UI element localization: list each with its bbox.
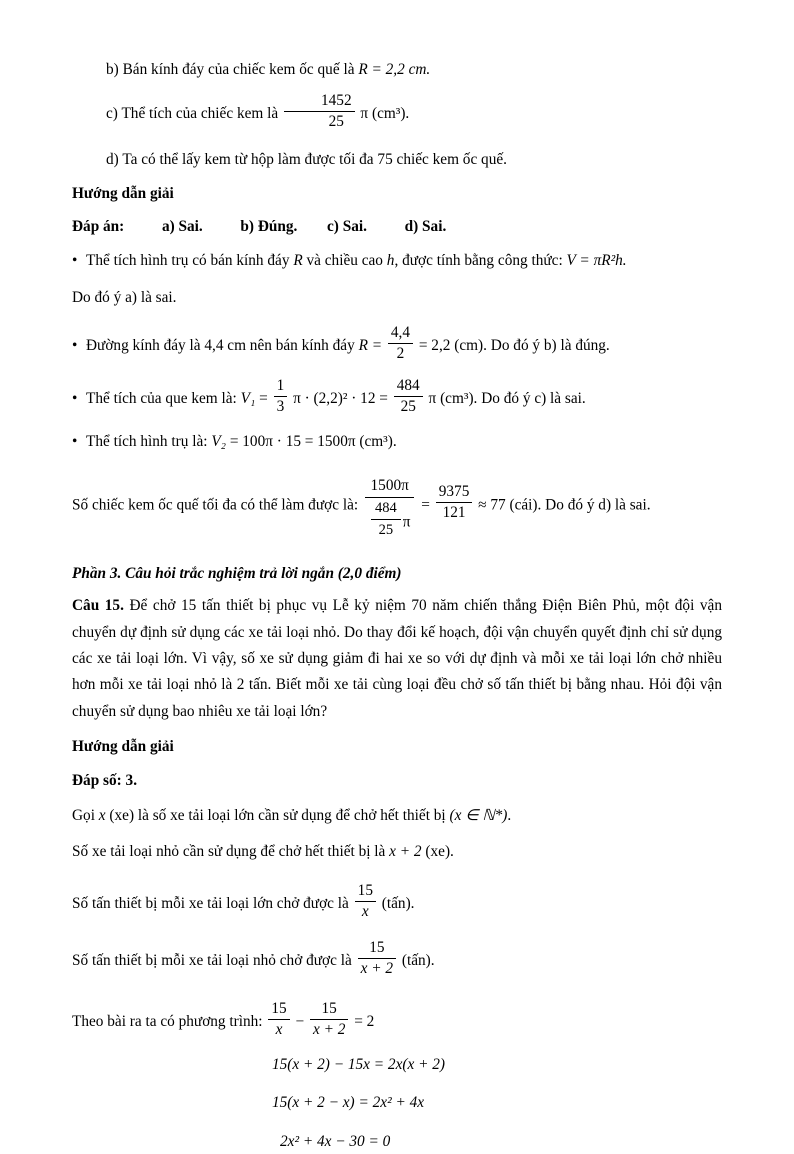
- equation-intro-text: Theo bài ra ta có phương trình:: [72, 1012, 263, 1030]
- statement-b-text: Bán kính đáy của chiếc kem ốc quế là: [122, 61, 355, 78]
- solution-line-1-a: Gọi: [72, 807, 95, 825]
- question-15: [72, 593, 722, 724]
- statement-c-fraction: $\frac{1452}{25}$: [284, 92, 355, 131]
- bullet-4-v-symbol: V₂: [211, 433, 226, 451]
- equation-intro-fraction-1: $\frac{15}{x}$: [268, 1000, 289, 1039]
- statement-b-label: b): [106, 61, 119, 78]
- statement-d: [72, 148, 722, 172]
- statement-b: [72, 58, 722, 82]
- bullet-1-formula: V = πR²h.: [566, 251, 627, 269]
- statement-c: [72, 92, 722, 131]
- statement-b-math: R = 2,2 cm.: [358, 61, 431, 78]
- solution-line-1-var: x: [98, 807, 106, 825]
- equation-intro-tail: = 2: [354, 1012, 375, 1030]
- bullet-2-eq-rhs: = 2,2 (cm): [418, 337, 484, 355]
- bullet-dot-icon: •: [72, 433, 78, 451]
- bullet-1-var-h: h: [386, 251, 395, 269]
- final-calc-text: Số chiếc kem ốc quế tối đa có thể làm được là:: [72, 496, 359, 514]
- answer-a: a) Sai.: [161, 218, 203, 236]
- equation-intro: [72, 1000, 722, 1039]
- solution-line-4-fraction: $\frac{15}{x + 2}$: [358, 939, 396, 978]
- part3-answer: Đáp số: 3.: [72, 771, 138, 789]
- bullet-1-var-r: R: [293, 251, 303, 269]
- bullet-3-fraction-2: $\frac{484}{25}$: [394, 377, 423, 416]
- final-calc-nested-fraction: $\frac{484}{25}$: [371, 500, 401, 539]
- final-calc-approx: ≈ 77 (cái). Do đó ý d) là sai.: [478, 496, 651, 514]
- bullet-1-text-before: Thể tích hình trụ có bán kính đáy: [86, 251, 290, 269]
- bullet-1-text-after: , được tính bằng công thức:: [394, 251, 563, 269]
- part3-guide-heading: Hướng dẫn giải: [72, 737, 174, 755]
- bullet-2-tail: . Do đó ý b) là đúng.: [483, 337, 610, 355]
- statement-c-math-tail: π (cm³).: [360, 104, 410, 122]
- equation-intro-minus: −: [295, 1012, 305, 1030]
- statement-c-text: Thể tích của chiếc kem là: [121, 104, 279, 122]
- equation-1: 15(x + 2) − 15x = 2x(x + 2): [272, 1055, 445, 1073]
- bullet-3-text: Thể tích của que kem là:: [86, 390, 237, 408]
- bullet-4: [72, 430, 722, 454]
- bullet-dot-icon: •: [72, 251, 78, 269]
- answer-label: Đáp án:: [72, 218, 125, 236]
- answer-d: d) Sai.: [404, 218, 447, 236]
- statement-c-label: c): [106, 104, 118, 122]
- part3-heading: Phần 3. Câu hỏi trắc nghiệm trả lời ngắn (2,0 điểm): [72, 565, 402, 583]
- question-15-label: Câu 15.: [72, 597, 124, 615]
- answer-b: b) Đúng.: [240, 218, 298, 236]
- solution-line-1-b: (xe) là số xe tải loại lớn cần sử dụng để chở hết thiết bị: [109, 807, 446, 825]
- question-15-text: Để chở 15 tấn thiết bị phục vụ Lễ kỷ niệm 70 năm chiến thắng Điện Biên Phủ, một đội vận chuyển dự định sử dụng các xe tải loại nhỏ. Do thay đổi kế hoạch, đội vận chuyển quyết định chỉ sử dụng các xe tải loại lớn. Vì vậy, số xe sử dụng giảm đi hai xe so với dự định và mỗi xe tải loại lớn chở nhiều hơn mỗi xe tải loại nhỏ là 2 tấn. Biết mỗi xe tải cùng loại đều chở số tấn thiết bị bằng nhau. Hỏi đội vận chuyển sử dụng bao nhiêu xe tải loại lớn?: [72, 597, 722, 720]
- solution-line-4-text: Số tấn thiết bị mỗi xe tải loại nhỏ chở được là: [72, 951, 352, 969]
- solution-line-3-fraction: $\frac{15}{x}$: [355, 882, 376, 921]
- nested-fraction-wrap: $\frac{484}{25}$ π: [365, 498, 415, 539]
- solution-line-2-text: Số xe tải loại nhỏ cần sử dụng để chở hết thiết bị là: [72, 842, 386, 860]
- bullet-2: [72, 324, 722, 363]
- bullet-3-tail: Do đó ý c) là sai.: [481, 390, 586, 408]
- statement-d-label: d): [106, 150, 119, 168]
- bullet-3-fraction-1: $\frac{1}{3}$: [274, 377, 288, 416]
- solution-line-2: [72, 840, 722, 864]
- solution-line-2-math: x + 2: [389, 842, 422, 860]
- solution-line-1-cond: (x ∈ ℕ*): [449, 807, 508, 825]
- solution-line-1: [72, 804, 722, 828]
- solution-line-1-end: .: [507, 807, 512, 825]
- bullet-1-follow: Do đó ý a) là sai.: [72, 289, 177, 307]
- bullet-dot-icon: •: [72, 337, 78, 355]
- solution-line-3: [72, 882, 722, 921]
- bullet-2-text: Đường kính đáy là 4,4 cm nên bán kính đáy: [86, 337, 355, 355]
- solution-line-4-end: (tấn).: [401, 951, 435, 969]
- bullet-dot-icon: •: [72, 390, 78, 408]
- bullet-4-formula: = 100π · 15 = 1500π (cm³).: [229, 433, 397, 451]
- solution-line-4: [72, 939, 722, 978]
- answer-line: [72, 215, 722, 239]
- bullet-2-eq-lhs: R =: [358, 337, 383, 355]
- solution-line-3-end: (tấn).: [381, 894, 415, 912]
- solution-line-2-end: (xe).: [425, 842, 454, 860]
- final-calc-equals: =: [421, 496, 430, 514]
- equation-intro-fraction-2: $\frac{15}{x + 2}$: [310, 1000, 348, 1039]
- statement-d-text: Ta có thể lấy kem từ hộp làm được tối đa 75 chiếc kem ốc quế.: [122, 150, 507, 168]
- guide-heading: Hướng dẫn giải: [72, 184, 174, 202]
- bullet-1: [72, 249, 722, 273]
- solution-line-3-text: Số tấn thiết bị mỗi xe tải loại lớn chở được là: [72, 894, 349, 912]
- equation-3: 2x² + 4x − 30 = 0: [280, 1132, 391, 1150]
- final-calc-main-fraction: 1500π $\frac{484}{25}$ π: [365, 477, 415, 540]
- bullet-2-fraction: $\frac{4,4}{2}$: [388, 324, 413, 363]
- equation-2: 15(x + 2 − x) = 2x² + 4x: [272, 1094, 425, 1112]
- answer-c: c) Sai.: [327, 218, 367, 236]
- bullet-4-text: Thể tích hình trụ là:: [86, 433, 208, 451]
- bullet-3-tail-math: π (cm³).: [428, 390, 478, 408]
- bullet-3: [72, 377, 722, 416]
- bullet-3-body: π · (2,2)² · 12 =: [293, 390, 388, 408]
- final-calculation: [72, 477, 722, 540]
- bullet-3-equals: =: [259, 390, 268, 408]
- final-calc-fraction-2: $\frac{9375}{121}$: [436, 483, 473, 522]
- bullet-3-v-symbol: V₁: [240, 390, 256, 408]
- bullet-1-text-mid: và chiều cao: [306, 251, 383, 269]
